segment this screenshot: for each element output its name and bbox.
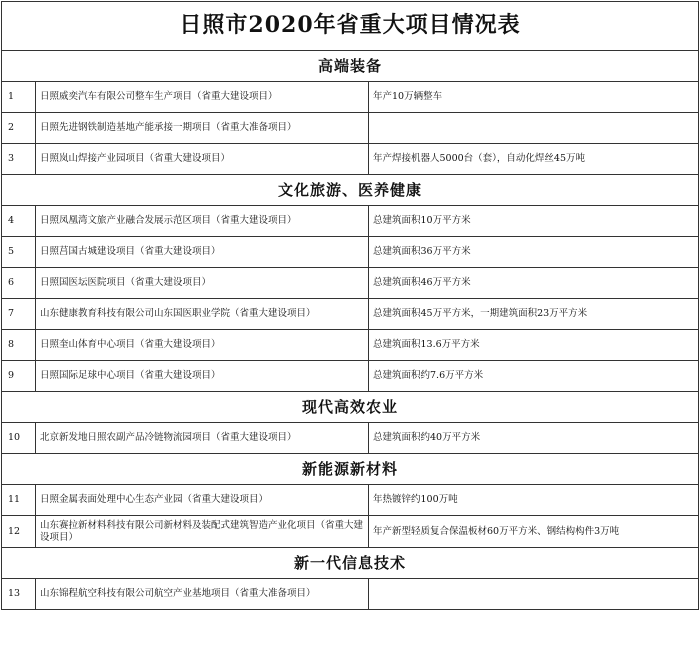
- table-row: [2, 113, 699, 144]
- row-number: 2: [2, 113, 36, 144]
- table-row: [2, 423, 699, 454]
- category-heading: 文化旅游、医养健康: [2, 175, 699, 206]
- project-scale: 总建筑面积13.6万平方米: [369, 330, 699, 361]
- project-scale: 总建筑面积约40万平方米: [369, 423, 699, 454]
- table-row: [2, 361, 699, 392]
- row-number: 3: [2, 144, 36, 175]
- row-number: 13: [2, 579, 36, 610]
- project-table-body: [2, 2, 699, 610]
- row-number: 5: [2, 237, 36, 268]
- page-title: 日照市2020年省重大项目情况表: [2, 2, 699, 51]
- project-scale: 总建筑面积45万平方米，一期建筑面积23万平方米: [369, 299, 699, 330]
- table-row: [2, 299, 699, 330]
- table-row: [2, 82, 699, 113]
- table-row: [2, 206, 699, 237]
- title-row: [2, 2, 699, 51]
- category-row: [2, 51, 699, 82]
- category-row: [2, 548, 699, 579]
- project-scale: 总建筑面积10万平方米: [369, 206, 699, 237]
- row-number: 9: [2, 361, 36, 392]
- category-heading: 高端装备: [2, 51, 699, 82]
- row-number: 12: [2, 516, 36, 548]
- project-name: 日照奎山体育中心项目（省重大建设项目）: [36, 330, 369, 361]
- project-name: 山东健康教育科技有限公司山东国医职业学院（省重大建设项目）: [36, 299, 369, 330]
- table-row: [2, 268, 699, 299]
- row-number: 7: [2, 299, 36, 330]
- project-name: 日照国医坛医院项目（省重大建设项目）: [36, 268, 369, 299]
- table-row: [2, 237, 699, 268]
- project-scale: 年产焊接机器人5000台（套），自动化焊丝45万吨: [369, 144, 699, 175]
- project-name: 日照金属表面处理中心生态产业园（省重大建设项目）: [36, 485, 369, 516]
- project-scale: 总建筑面积46万平方米: [369, 268, 699, 299]
- table-row: [2, 579, 699, 610]
- project-name: 北京新发地日照农副产品冷链物流园项目（省重大建设项目）: [36, 423, 369, 454]
- row-number: 10: [2, 423, 36, 454]
- project-name: 山东锦程航空科技有限公司航空产业基地项目（省重大准备项目）: [36, 579, 369, 610]
- project-name: 日照威奕汽车有限公司整车生产项目（省重大建设项目）: [36, 82, 369, 113]
- category-row: [2, 175, 699, 206]
- table-row: [2, 516, 699, 548]
- row-number: 4: [2, 206, 36, 237]
- project-name: 山东赛拉新材料科技有限公司新材料及装配式建筑智造产业化项目（省重大建设项目）: [36, 516, 369, 548]
- row-number: 11: [2, 485, 36, 516]
- project-table: [1, 1, 699, 610]
- table-row: [2, 144, 699, 175]
- project-scale: 总建筑面积36万平方米: [369, 237, 699, 268]
- project-name: 日照国际足球中心项目（省重大建设项目）: [36, 361, 369, 392]
- row-number: 6: [2, 268, 36, 299]
- project-scale: [369, 579, 699, 610]
- category-heading: 新能源新材料: [2, 454, 699, 485]
- table-row: [2, 485, 699, 516]
- category-heading: 现代高效农业: [2, 392, 699, 423]
- category-row: [2, 392, 699, 423]
- category-heading: 新一代信息技术: [2, 548, 699, 579]
- project-name: 日照岚山焊接产业园项目（省重大建设项目）: [36, 144, 369, 175]
- project-scale: 年热镀锌约100万吨: [369, 485, 699, 516]
- row-number: 8: [2, 330, 36, 361]
- project-scale: 总建筑面积约7.6万平方米: [369, 361, 699, 392]
- project-name: 日照先进钢铁制造基地产能承接一期项目（省重大准备项目）: [36, 113, 369, 144]
- project-table-sheet: [1, 1, 698, 610]
- project-name: 日照凤凰湾文旅产业融合发展示范区项目（省重大建设项目）: [36, 206, 369, 237]
- project-scale: [369, 113, 699, 144]
- project-scale: 年产10万辆整车: [369, 82, 699, 113]
- category-row: [2, 454, 699, 485]
- table-row: [2, 330, 699, 361]
- project-scale: 年产新型轻质复合保温板材60万平方米、钢结构构件3万吨: [369, 516, 699, 548]
- project-name: 日照莒国古城建设项目（省重大建设项目）: [36, 237, 369, 268]
- row-number: 1: [2, 82, 36, 113]
